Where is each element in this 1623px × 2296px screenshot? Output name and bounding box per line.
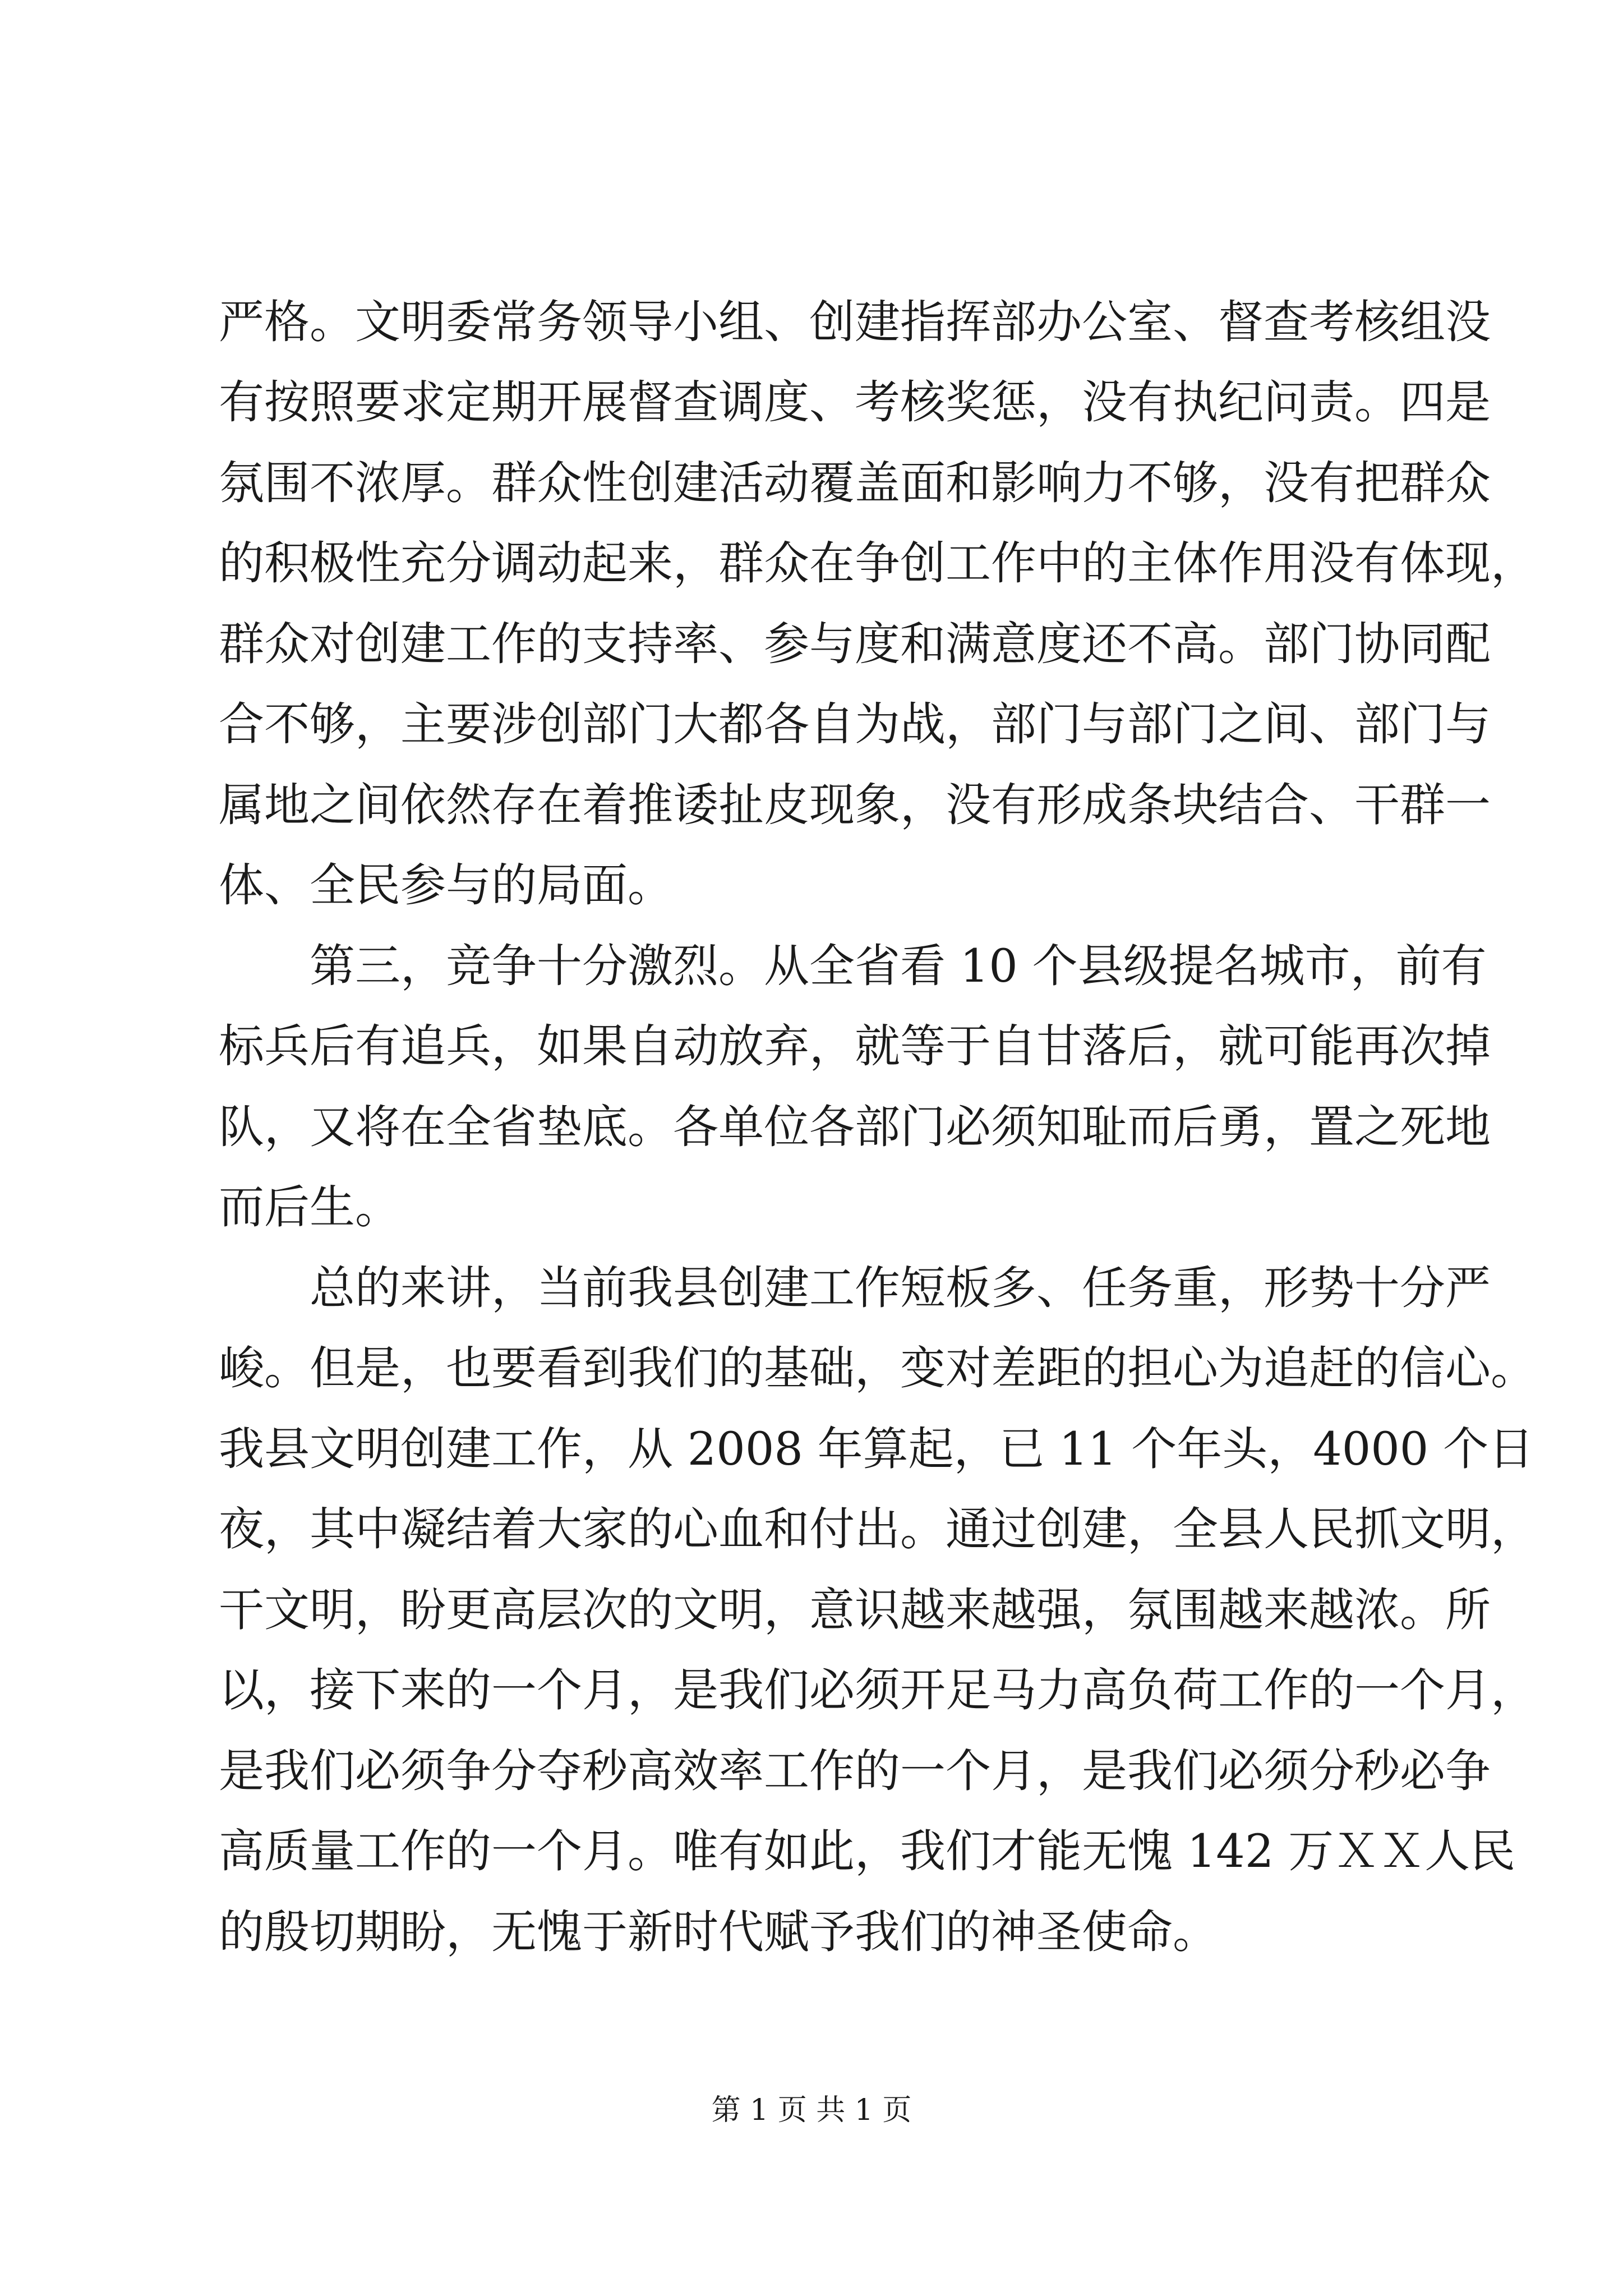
text-line: 的积极性充分调动起来，群众在争创工作中的主体作用没有体现， [219, 537, 1537, 590]
text-line: 以，接下来的一个月，是我们必须开足马力高负荷工作的一个月， [219, 1664, 1537, 1717]
text-line: 而后生。 [219, 1181, 401, 1234]
text-line: 氛围不浓厚。群众性创建活动覆盖面和影响力不够，没有把群众 [219, 457, 1491, 510]
text-line: 队，又将在全省垫底。各单位各部门必须知耻而后勇，置之死地 [219, 1101, 1491, 1154]
page-number-footer: 第 1 页 共 1 页 [711, 2093, 912, 2127]
text-line: 严格。文明委常务领导小组、创建指挥部办公室、督查考核组没 [219, 296, 1491, 349]
paragraph-first-line: 总的来讲，当前我县创建工作短板多、任务重，形势十分严 [310, 1262, 1491, 1315]
text-line: 属地之间依然存在着推诿扯皮现象，没有形成条块结合、干群一 [219, 779, 1491, 832]
text-line: 体、全民参与的局面。 [219, 859, 674, 912]
text-line: 峻。但是，也要看到我们的基础，变对差距的担心为追赶的信心。 [219, 1342, 1537, 1395]
text-line: 夜，其中凝结着大家的心血和付出。通过创建，全县人民抓文明， [219, 1503, 1537, 1556]
text-line: 合不够，主要涉创部门大都各自为战，部门与部门之间、部门与 [219, 698, 1491, 751]
text-line: 干文明，盼更高层次的文明，意识越来越强，氛围越来越浓。所 [219, 1584, 1491, 1637]
text-line: 标兵后有追兵，如果自动放弃，就等于自甘落后，就可能再次掉 [219, 1020, 1491, 1073]
text-line: 的殷切期盼，无愧于新时代赋予我们的神圣使命。 [219, 1906, 1219, 1959]
text-line: 群众对创建工作的支持率、参与度和满意度还不高。部门协同配 [219, 618, 1491, 671]
paragraph-first-line: 第三，竞争十分激烈。从全省看 10 个县级提名城市，前有 [310, 940, 1487, 993]
text-line: 是我们必须争分夺秒高效率工作的一个月，是我们必须分秒必争 [219, 1745, 1491, 1798]
text-line: 高质量工作的一个月。唯有如此，我们才能无愧 142 万ＸＸ人民 [219, 1825, 1516, 1878]
text-line: 有按照要求定期开展督查调度、考核奖惩，没有执纪问责。四是 [219, 376, 1491, 429]
text-line: 我县文明创建工作，从 2008 年算起，已 11 个年头，4000 个日 [219, 1423, 1534, 1476]
